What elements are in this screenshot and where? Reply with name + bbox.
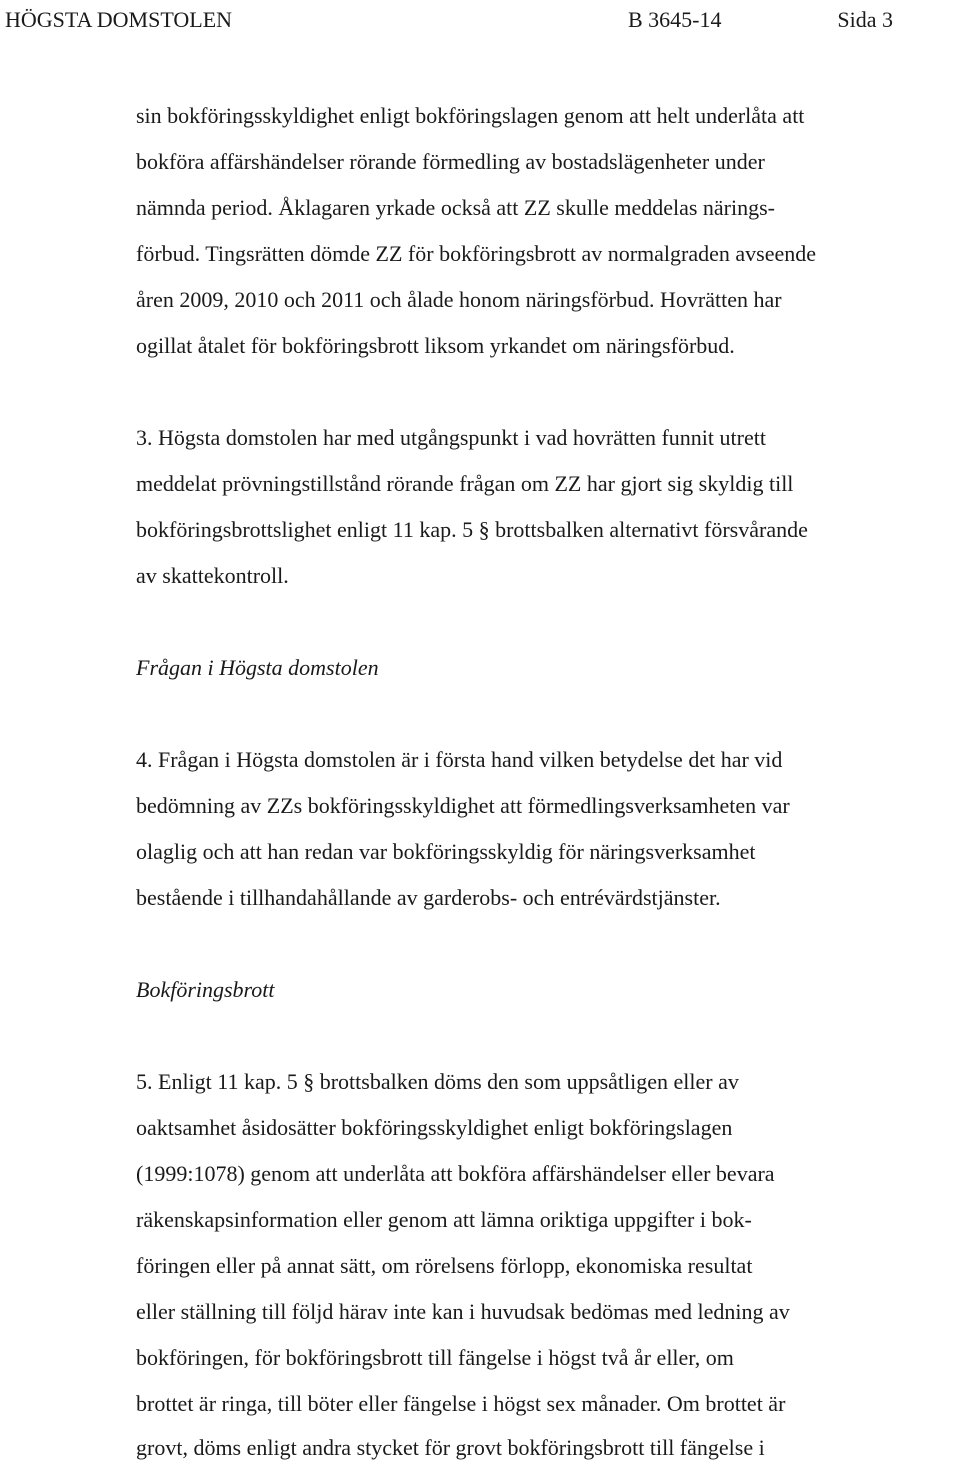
- text-line: förbud. Tingsrätten dömde ZZ för bokföringsbrott av normalgraden avseende: [136, 241, 817, 266]
- page-header: [5, 4, 955, 36]
- text-line: räkenskapsinformation eller genom att lämna oriktiga uppgifter i bok-: [136, 1207, 752, 1232]
- section-heading: Frågan i Högsta domstolen: [136, 655, 379, 680]
- text-line: föringen eller på annat sätt, om rörelsens förlopp, ekonomiska resultat: [136, 1253, 753, 1278]
- section-heading: Bokföringsbrott: [136, 977, 275, 1002]
- text-line: bokföringsbrottslighet enligt 11 kap. 5 § brottsbalken alternativt försvårande: [136, 517, 808, 542]
- text-line: (1999:1078) genom att underlåta att bokföra affärshändelser eller bevara: [136, 1161, 775, 1186]
- text-line: ogillat åtalet för bokföringsbrott liksom yrkandet om näringsförbud.: [136, 333, 735, 358]
- text-line: brottet är ringa, till böter eller fängelse i högst sex månader. Om brottet är: [136, 1391, 786, 1416]
- text-line: bokföra affärshändelser rörande förmedling av bostadslägenheter under: [136, 149, 765, 174]
- text-line: grovt, döms enligt andra stycket för grovt bokföringsbrott till fängelse i: [136, 1435, 765, 1460]
- text-line: sin bokföringsskyldighet enligt bokföringslagen genom att helt underlåta att: [136, 103, 805, 128]
- text-line: oaktsamhet åsidosätter bokföringsskyldighet enligt bokföringslagen: [136, 1115, 733, 1140]
- text-line: 5. Enligt 11 kap. 5 § brottsbalken döms den som uppsåtligen eller av: [136, 1069, 739, 1094]
- text-line: 4. Frågan i Högsta domstolen är i första hand vilken betydelse det har vid: [136, 747, 783, 772]
- text-line: nämnda period. Åklagaren yrkade också att ZZ skulle meddelas närings-: [136, 195, 775, 220]
- text-line: 3. Högsta domstolen har med utgångspunkt i vad hovrätten funnit utrett: [136, 425, 766, 450]
- text-line: olaglig och att han redan var bokföringsskyldig för näringsverksamhet: [136, 839, 756, 864]
- text-line: av skattekontroll.: [136, 563, 289, 588]
- text-line: meddelat prövningstillstånd rörande frågan om ZZ har gjort sig skyldig till: [136, 471, 794, 496]
- text-line: bokföringen, för bokföringsbrott till fängelse i högst två år eller, om: [136, 1345, 734, 1370]
- case-number: B 3645-14: [628, 7, 722, 32]
- page-number: Sida 3: [837, 7, 893, 32]
- court-name: HÖGSTA DOMSTOLEN: [5, 7, 233, 32]
- text-line: bestående i tillhandahållande av garderobs- och entrévärdstjänster.: [136, 885, 721, 910]
- text-line: bedömning av ZZs bokföringsskyldighet att förmedlingsverksamheten var: [136, 793, 790, 818]
- text-line: eller ställning till följd härav inte kan i huvudsak bedömas med ledning av: [136, 1299, 790, 1324]
- text-line: åren 2009, 2010 och 2011 och ålade honom näringsförbud. Hovrätten har: [136, 287, 782, 312]
